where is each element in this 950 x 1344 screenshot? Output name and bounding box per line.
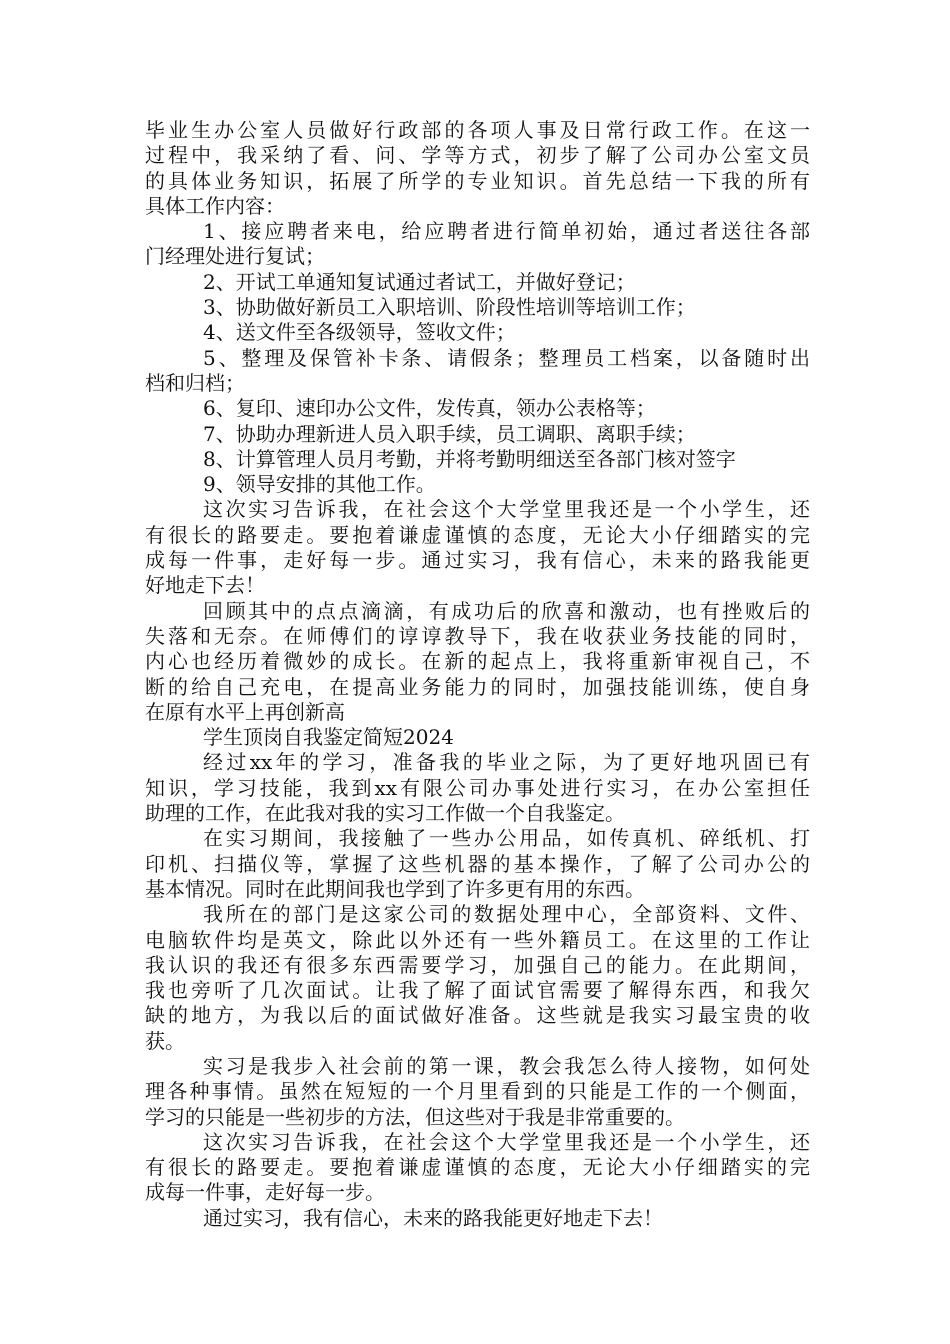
text-line: 学生顶岗自我鉴定简短2024 bbox=[203, 725, 454, 750]
text-line: 3、协助做好新员工入职培训、阶段性培训等培训工作； bbox=[203, 295, 696, 320]
text-line: 实习是我步入社会前的第一课，教会我怎么待人接物，如何处 bbox=[203, 1053, 810, 1078]
text-line: 这次实习告诉我，在社会这个大学堂里我还是一个小学生，还 bbox=[203, 497, 810, 522]
text-line: 基本情况。同时在此期间我也学到了许多更有用的东西。 bbox=[145, 876, 645, 901]
text-line: 过程中，我采纳了看、问、学等方式，初步了解了公司办公室文员 bbox=[145, 143, 810, 168]
text-line: 成每一件事，走好每一步。 bbox=[145, 1180, 385, 1205]
text-line: 经过xx年的学习，准备我的毕业之际，为了更好地巩固已有 bbox=[203, 750, 810, 775]
text-line: 8、计算管理人员月考勤，并将考勤明细送至各部门核对签字 bbox=[203, 446, 736, 471]
text-line: 知识，学习技能，我到xx有限公司办事处进行实习，在办公室担任 bbox=[145, 775, 810, 800]
text-line: 有很长的路要走。要抱着谦虚谨慎的态度，无论大小仔细踏实的完 bbox=[145, 1155, 810, 1180]
text-line: 助理的工作，在此我对我的实习工作做一个自我鉴定。 bbox=[145, 801, 625, 826]
text-line: 内心也经历着微妙的成长。在新的起点上，我将重新审视自己，不 bbox=[145, 649, 810, 674]
text-line: 7、协助办理新进人员入职手续，员工调职、离职手续； bbox=[203, 421, 696, 446]
text-line: 具体工作内容： bbox=[145, 193, 285, 218]
text-line: 门经理处进行复试； bbox=[145, 244, 325, 269]
text-line: 我也旁听了几次面试。让我了解了面试官需要了解得东西，和我欠 bbox=[145, 978, 810, 1003]
text-line: 回顾其中的点点滴滴，有成功后的欣喜和激动，也有挫败后的 bbox=[203, 598, 810, 623]
text-line: 1、接应聘者来电，给应聘者进行简单初始，通过者送往各部 bbox=[203, 219, 810, 244]
text-line: 缺的地方，为我以后的面试做好准备。这些就是我实习最宝贵的收 bbox=[145, 1003, 810, 1028]
text-line: 档和归档； bbox=[145, 370, 245, 395]
text-line: 6、复印、速印办公文件，发传真，领办公表格等； bbox=[203, 396, 656, 421]
text-line: 在实习期间，我接触了一些办公用品，如传真机、碎纸机、打 bbox=[203, 826, 810, 851]
text-line: 成每一件事，走好每一步。通过实习，我有信心，未来的路我能更 bbox=[145, 548, 810, 573]
text-line: 在原有水平上再创新高 bbox=[145, 699, 345, 724]
text-line: 2、开试工单通知复试通过者试工，并做好登记； bbox=[203, 269, 636, 294]
text-line: 通过实习，我有信心，未来的路我能更好地走下去！ bbox=[203, 1205, 663, 1230]
document-body bbox=[145, 118, 810, 1231]
text-line: 学习的只能是一些初步的方法，但这些对于我是非常重要的。 bbox=[145, 1104, 685, 1129]
text-line: 的具体业务知识，拓展了所学的专业知识。首先总结一下我的所有 bbox=[145, 168, 810, 193]
text-line: 我认识的我还有很多东西需要学习，加强自己的能力。在此期间， bbox=[145, 952, 810, 977]
text-line: 断的给自己充电，在提高业务能力的同时，加强技能训练，使自身 bbox=[145, 674, 810, 699]
text-line: 4、送文件至各级领导，签收文件； bbox=[203, 320, 516, 345]
text-line: 理各种事情。虽然在短短的一个月里看到的只能是工作的一个侧面， bbox=[145, 1079, 810, 1104]
text-line: 有很长的路要走。要抱着谦虚谨慎的态度，无论大小仔细踏实的完 bbox=[145, 522, 810, 547]
text-line: 我所在的部门是这家公司的数据处理中心，全部资料、文件、 bbox=[203, 902, 810, 927]
text-line: 印机、扫描仪等，掌握了这些机器的基本操作，了解了公司办公的 bbox=[145, 851, 810, 876]
text-line: 毕业生办公室人员做好行政部的各项人事及日常行政工作。在这一 bbox=[145, 118, 810, 142]
text-line: 获。 bbox=[145, 1028, 185, 1053]
text-line: 9、领导安排的其他工作。 bbox=[203, 472, 436, 497]
text-line: 好地走下去！ bbox=[145, 573, 265, 598]
text-line: 这次实习告诉我，在社会这个大学堂里我还是一个小学生，还 bbox=[203, 1129, 810, 1154]
text-line: 电脑软件均是英文，除此以外还有一些外籍员工。在这里的工作让 bbox=[145, 927, 810, 952]
text-line: 5、整理及保管补卡条、请假条；整理员工档案，以备随时出 bbox=[203, 345, 810, 370]
text-line: 失落和无奈。在师傅们的谆谆教导下，我在收获业务技能的同时， bbox=[145, 623, 810, 648]
